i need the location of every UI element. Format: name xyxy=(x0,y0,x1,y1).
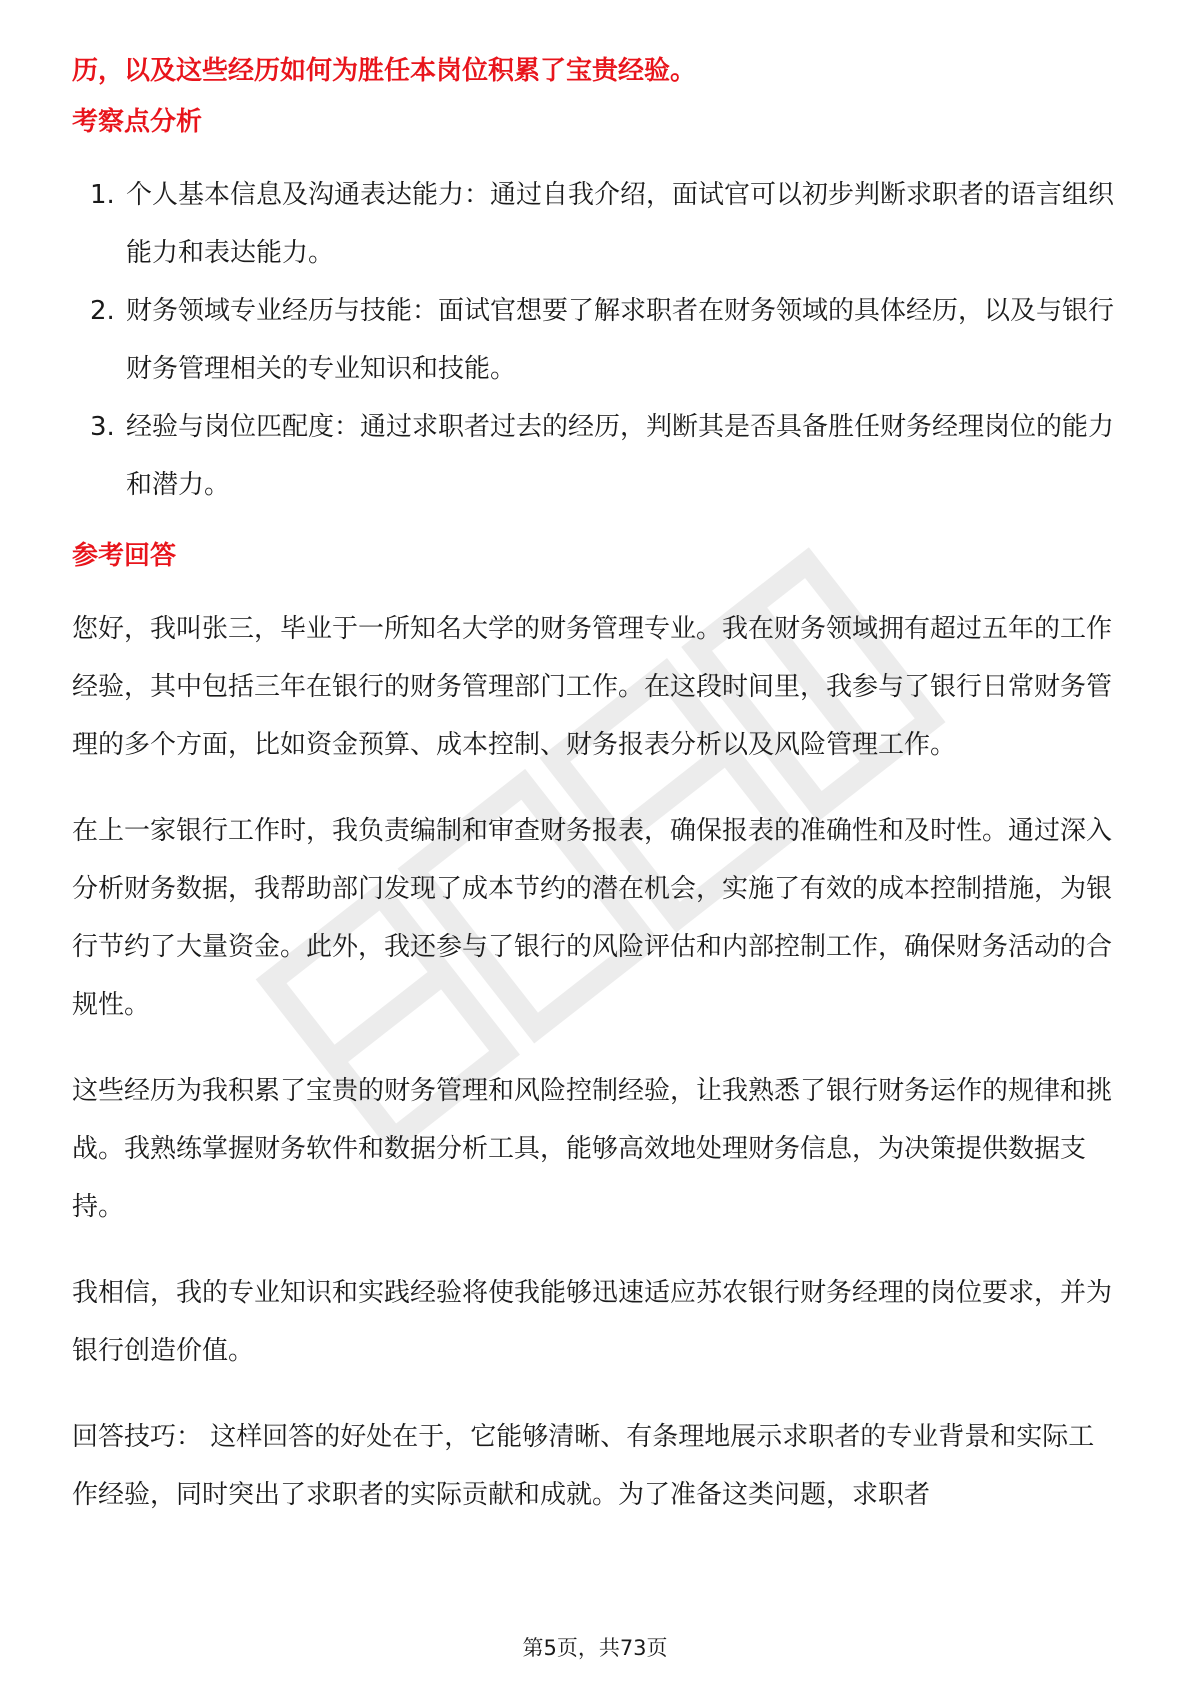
list-item xyxy=(72,398,1118,514)
list-item-number: 3. xyxy=(90,412,115,442)
analysis-heading: 考察点分析 xyxy=(72,107,203,137)
list-item xyxy=(72,166,1118,282)
answer-paragraph: 在上一家银行工作时，我负责编制和审查财务报表，确保报表的准确性和及时性。通过深入分析财务数据，我帮助部门发现了成本节约的潜在机会，实施了有效的成本控制措施，为银行节约了大量资金。此外，我还参与了银行的风险评估和内部控制工作，确保财务活动的合规性。 xyxy=(72,816,1113,1020)
list-item xyxy=(72,282,1118,398)
list-item-number: 1. xyxy=(90,180,115,210)
list-item-text: 经验与岗位匹配度：通过求职者过去的经历，判断其是否具备胜任财务经理岗位的能力和潜力。 xyxy=(126,412,1115,500)
list-item-text: 个人基本信息及沟通表达能力：通过自我介绍，面试官可以初步判断求职者的语言组织能力和表达能力。 xyxy=(126,180,1115,268)
page-content xyxy=(72,46,1118,1552)
answer-paragraph: 我相信，我的专业知识和实践经验将使我能够迅速适应苏农银行财务经理的岗位要求，并为银行创造价值。 xyxy=(72,1278,1113,1366)
list-item-text: 财务领域专业经历与技能：面试官想要了解求职者在财务领域的具体经历，以及与银行财务管理相关的专业知识和技能。 xyxy=(126,296,1115,384)
page-number: 第5页，共73页 xyxy=(522,1636,668,1660)
answer-heading: 参考回答 xyxy=(72,541,177,571)
intro-line: 历，以及这些经历如何为胜任本岗位积累了宝贵经验。 xyxy=(72,56,697,86)
answer-tips-paragraph: 回答技巧： 这样回答的好处在于，它能够清晰、有条理地展示求职者的专业背景和实际工作经验，同时突出了求职者的实际贡献和成就。为了准备这类问题，求职者 xyxy=(72,1422,1095,1510)
analysis-points xyxy=(72,166,1118,514)
answer-paragraph: 这些经历为我积累了宝贵的财务管理和风险控制经验，让我熟悉了银行财务运作的规律和挑战。我熟练掌握财务软件和数据分析工具，能够高效地处理财务信息，为决策提供数据支持。 xyxy=(72,1076,1113,1222)
answer-paragraph: 您好，我叫张三，毕业于一所知名大学的财务管理专业。我在财务领域拥有超过五年的工作经验，其中包括三年在银行的财务管理部门工作。在这段时间里，我参与了银行日常财务管理的多个方面，比如资金预算、成本控制、财务报表分析以及风险管理工作。 xyxy=(72,614,1113,760)
list-item-number: 2. xyxy=(90,296,115,326)
